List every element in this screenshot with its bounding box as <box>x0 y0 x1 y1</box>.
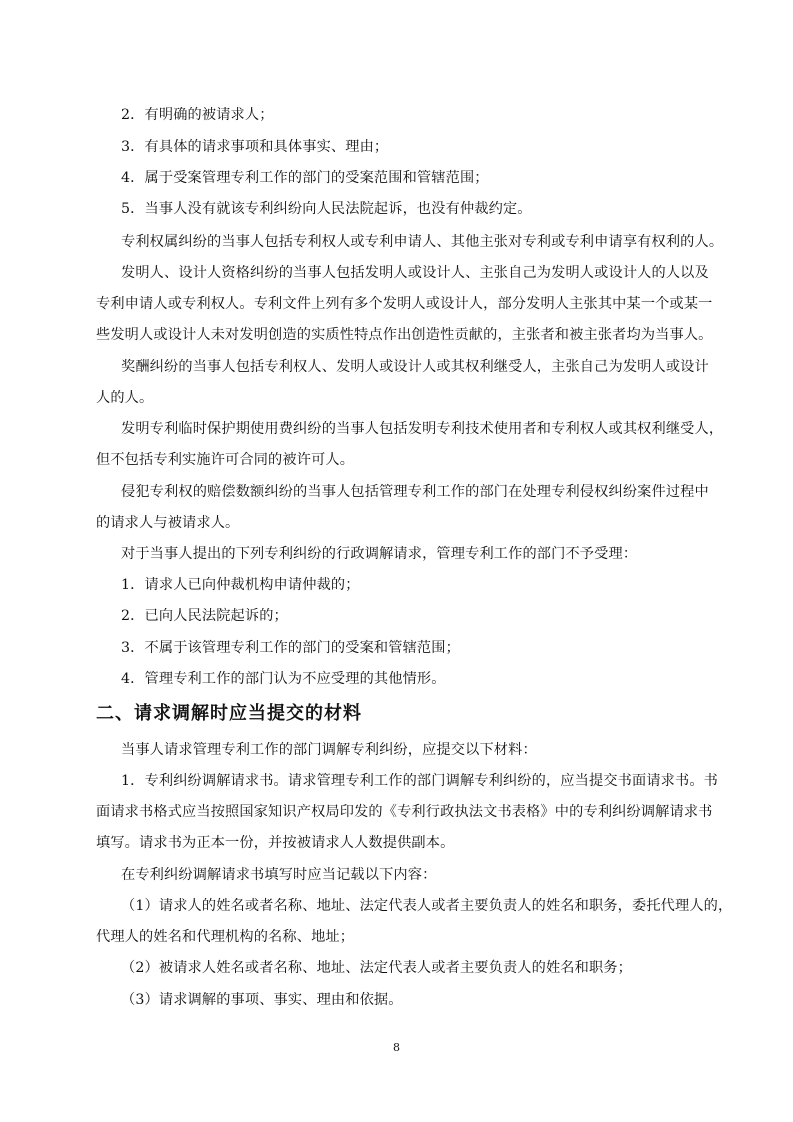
paragraph-line: 专利申请人或专利权人。专利文件上列有多个发明人或设计人，部分发明人主张其中某一个或某一 <box>96 296 713 312</box>
page-number: 8 <box>393 1041 400 1054</box>
list-item: 1．请求人已向仲裁机构申请仲裁的； <box>121 577 360 593</box>
paragraph-line: 发明专利临时保护期使用费纠纷的当事人包括发明专利技术使用者和专利权人或其权利继受人， <box>121 421 724 437</box>
paragraph-line: 奖酬纠纷的当事人包括专利权人、发明人或设计人或其权利继受人，主张自己为发明人或设计 <box>121 359 709 375</box>
paragraph-line: 的请求人与被请求人。 <box>96 515 240 531</box>
list-item: （2）被请求人姓名或者名称、地址、法定代表人或者主要负责人的姓名和职务； <box>121 960 632 976</box>
list-item: 2．已向人民法院起诉的； <box>121 608 288 624</box>
list-item: 3．有具体的请求事项和具体事实、理由； <box>121 139 389 155</box>
list-item: （1）请求人的姓名或者名称、地址、法定代表人或者主要负责人的姓名和职务，委托代理人的， <box>121 898 733 914</box>
paragraph-line: 侵犯专利权的赔偿数额纠纷的当事人包括管理专利工作的部门在处理专利侵权纠纷案件过程中 <box>121 484 709 500</box>
list-item: 2．有明确的被请求人； <box>121 107 274 123</box>
paragraph-line: 专利权属纠纷的当事人包括专利权人或专利申请人、其他主张对专利或专利申请享有权利的人。 <box>121 234 724 250</box>
paragraph-line: 面请求书格式应当按照国家知识产权局印发的《专利行政执法文书表格》中的专利纠纷调解请求书 <box>96 804 713 820</box>
list-item: 4．管理专利工作的部门认为不应受理的其他情形。 <box>121 671 446 687</box>
paragraph-line: 在专利纠纷调解请求书填写时应当记载以下内容： <box>121 867 437 883</box>
paragraph-line: 代理人的姓名和代理机构的名称、地址； <box>96 929 355 945</box>
paragraph-line: 发明人、设计人资格纠纷的当事人包括发明人或设计人、主张自己为发明人或设计人的人以及 <box>121 265 709 281</box>
paragraph-line: 当事人请求管理专利工作的部门调解专利纠纷，应提交以下材料： <box>121 742 537 758</box>
section-heading: 二、请求调解时应当提交的材料 <box>96 703 362 724</box>
paragraph-line: 些发明人或设计人未对发明创造的实质性特点作出创造性贡献的，主张者和被主张者均为当事人。 <box>96 327 713 343</box>
paragraph-line: 但不包括专利实施许可合同的被许可人。 <box>96 452 355 468</box>
list-item: （3）请求调解的事项、事实、理由和依据。 <box>121 992 403 1008</box>
paragraph-line: 人的人。 <box>96 390 154 406</box>
list-item: 5．当事人没有就该专利纠纷向人民法院起诉，也没有仲裁约定。 <box>121 201 532 217</box>
paragraph-line: 对于当事人提出的下列专利纠纷的行政调解请求，管理专利工作的部门不予受理： <box>121 546 638 562</box>
paragraph-line: 1．专利纠纷调解请求书。请求管理专利工作的部门调解专利纠纷的，应当提交书面请求书。书 <box>121 773 719 789</box>
paragraph-line: 填写。请求书为正本一份，并按被请求人人数提供副本。 <box>96 835 455 851</box>
list-item: 4．属于受案管理专利工作的部门的受案范围和管辖范围； <box>121 170 489 186</box>
list-item: 3．不属于该管理专利工作的部门的受案和管辖范围； <box>121 640 460 656</box>
